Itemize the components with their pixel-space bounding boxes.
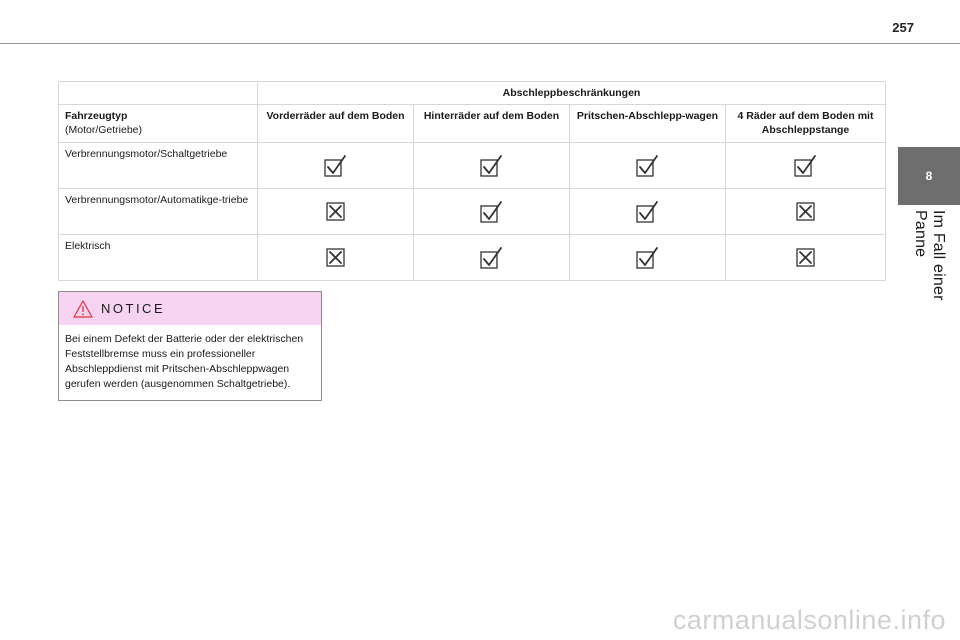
table-row xyxy=(59,235,886,281)
chapter-title-text: Im Fall einer Panne xyxy=(912,210,947,301)
check-icon xyxy=(793,169,819,181)
check-icon xyxy=(323,169,349,181)
table-group-header: Abschleppbeschränkungen xyxy=(258,82,886,105)
cross-icon xyxy=(795,214,817,226)
column-header: Hinterräder auf dem Boden xyxy=(414,105,570,143)
table-cell xyxy=(414,235,570,281)
vehicle-type-label: Elektrisch xyxy=(59,235,258,281)
chapter-title xyxy=(898,210,960,350)
warning-icon xyxy=(73,300,93,318)
header-divider xyxy=(0,43,960,44)
table-cell xyxy=(258,143,414,189)
notice-title: NOTICE xyxy=(101,301,166,316)
table-cell xyxy=(570,143,726,189)
page-number: 257 xyxy=(892,20,914,35)
towing-restrictions-table xyxy=(58,81,886,281)
cross-icon xyxy=(325,260,347,272)
table-cell xyxy=(414,189,570,235)
check-icon xyxy=(635,215,661,227)
notice-header xyxy=(59,292,321,325)
cross-icon xyxy=(795,260,817,272)
column-header: 4 Räder auf dem Boden mit Abschleppstange xyxy=(726,105,886,143)
column-header: Pritschen-Abschlepp-wagen xyxy=(570,105,726,143)
table-cell xyxy=(258,189,414,235)
watermark: carmanualsonline.info xyxy=(672,605,946,635)
check-icon xyxy=(479,261,505,273)
vehicle-type-label: Verbrennungsmotor/Automatikge-triebe xyxy=(59,189,258,235)
table-cell xyxy=(726,143,886,189)
check-icon xyxy=(479,215,505,227)
table-cell xyxy=(414,143,570,189)
notice-text: Bei einem Defekt der Batterie oder der elektrischen Feststellbremse muss ein professioneller Abschleppdienst mit Pritschen-Abschleppwagen gerufen werden (ausgenommen Schaltgetriebe). xyxy=(65,333,304,390)
chapter-number-tab: 8 xyxy=(898,147,960,205)
table-cell xyxy=(258,235,414,281)
vehicle-type-label: Verbrennungsmotor/Schaltgetriebe xyxy=(59,143,258,189)
vehicle-type-title: Fahrzeugtyp xyxy=(65,110,128,122)
vehicle-type-subtitle: (Motor/Getriebe) xyxy=(65,124,143,136)
table-row xyxy=(59,143,886,189)
table-cell xyxy=(570,189,726,235)
table-row xyxy=(59,189,886,235)
vehicle-type-header xyxy=(59,105,258,143)
table-cell xyxy=(726,235,886,281)
table-corner-cell xyxy=(59,82,258,105)
check-icon xyxy=(635,261,661,273)
check-icon xyxy=(479,169,505,181)
table-cell xyxy=(570,235,726,281)
check-icon xyxy=(635,169,661,181)
table-cell xyxy=(726,189,886,235)
column-header: Vorderräder auf dem Boden xyxy=(258,105,414,143)
cross-icon xyxy=(325,214,347,226)
notice-box xyxy=(58,291,322,401)
